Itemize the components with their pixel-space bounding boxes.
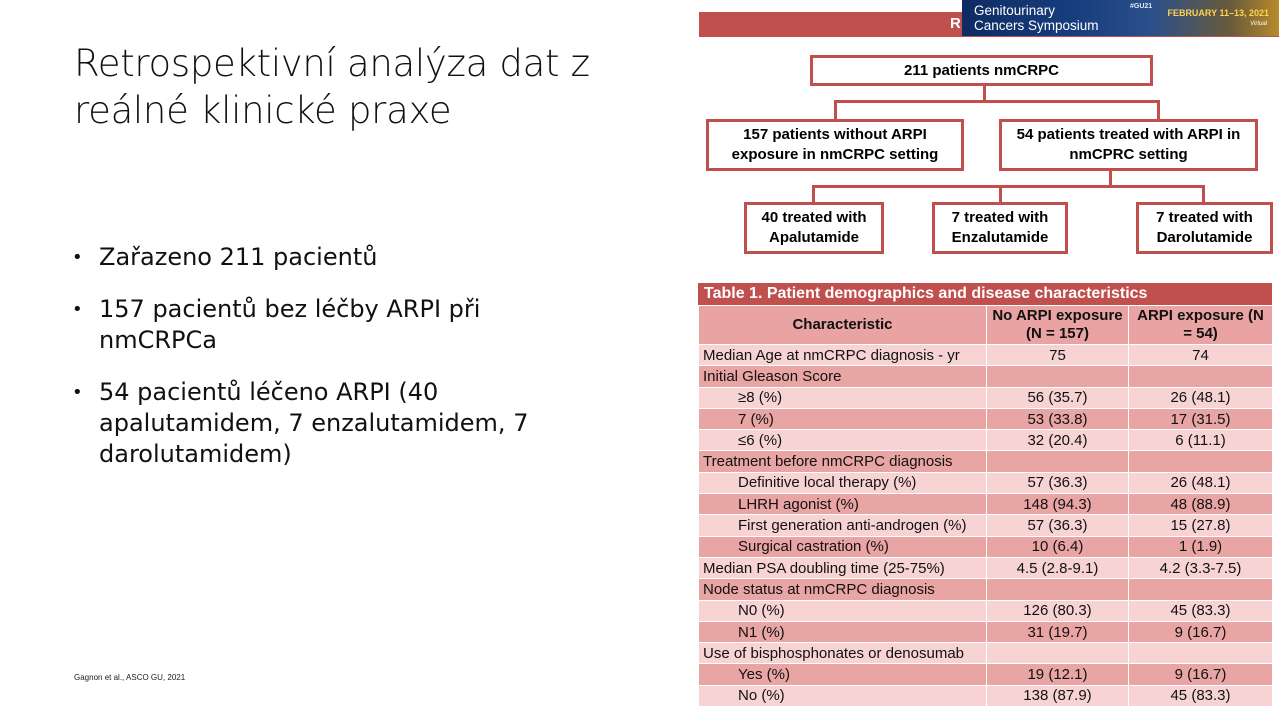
row-label-cell: Initial Gleason Score <box>699 366 987 387</box>
no-arpi-cell <box>987 451 1129 472</box>
logo-title <box>974 3 1099 33</box>
row-label-cell: Surgical castration (%) <box>699 536 987 557</box>
connector-line <box>812 185 1205 188</box>
column-header: No ARPI exposure (N = 157) <box>987 306 1129 345</box>
no-arpi-cell: 53 (33.8) <box>987 408 1129 429</box>
row-label-cell: N1 (%) <box>699 621 987 642</box>
row-label-cell: Median Age at nmCRPC diagnosis - yr <box>699 345 987 366</box>
arpi-cell: 4.2 (3.3-7.5) <box>1129 557 1273 578</box>
row-label-cell: N0 (%) <box>699 600 987 621</box>
bullet-dot-icon: • <box>72 247 83 268</box>
table-row <box>699 408 1273 429</box>
no-arpi-cell: 148 (94.3) <box>987 494 1129 515</box>
table-row <box>699 621 1273 642</box>
no-arpi-cell: 57 (36.3) <box>987 472 1129 493</box>
arpi-cell: 74 <box>1129 345 1273 366</box>
table-row <box>699 451 1273 472</box>
table-row <box>699 643 1273 664</box>
table-row <box>699 600 1273 621</box>
table-row <box>699 430 1273 451</box>
connector-line <box>1202 185 1205 203</box>
no-arpi-cell <box>987 579 1129 600</box>
bullet-item <box>72 377 542 470</box>
arpi-cell: 48 (88.9) <box>1129 494 1273 515</box>
row-label-cell: Use of bisphosphonates or denosumab <box>699 643 987 664</box>
slide-title <box>74 40 674 134</box>
connector-line <box>1157 100 1160 120</box>
flow-box-enzalutamide: 7 treated with Enzalutamide <box>932 202 1068 254</box>
row-label-cell: First generation anti-androgen (%) <box>699 515 987 536</box>
slide-title-line-1: Retrospektivní analýza dat z <box>74 42 590 85</box>
symposium-logo <box>962 0 1279 36</box>
row-label-cell: 7 (%) <box>699 408 987 429</box>
bullet-dot-icon: • <box>72 299 83 320</box>
bullet-list <box>72 242 542 491</box>
flow-box-root: 211 patients nmCRPC <box>810 55 1153 86</box>
arpi-cell <box>1129 643 1273 664</box>
row-label-cell: ≤6 (%) <box>699 430 987 451</box>
no-arpi-cell <box>987 643 1129 664</box>
table-row <box>699 664 1273 685</box>
no-arpi-cell: 138 (87.9) <box>987 685 1129 706</box>
column-header: Characteristic <box>699 306 987 345</box>
row-label-cell: ≥8 (%) <box>699 387 987 408</box>
header-banner-text: R <box>950 15 961 32</box>
logo-dates: FEBRUARY 11–13, 2021 <box>1167 8 1269 18</box>
demographics-table <box>698 283 1272 707</box>
table <box>698 305 1273 707</box>
no-arpi-cell: 19 (12.1) <box>987 664 1129 685</box>
bullet-text: 157 pacientů bez léčby ARPI při nmCRPCa <box>99 295 481 354</box>
flow-box-arpi: 54 patients treated with ARPI in nmCPRC setting <box>999 119 1258 171</box>
table-caption: Table 1. Patient demographics and disease characteristics <box>698 283 1272 305</box>
table-row <box>699 536 1273 557</box>
no-arpi-cell: 10 (6.4) <box>987 536 1129 557</box>
no-arpi-cell: 126 (80.3) <box>987 600 1129 621</box>
logo-title-line-1: Genitourinary <box>974 3 1056 18</box>
row-label-cell: No (%) <box>699 685 987 706</box>
bullet-dot-icon: • <box>72 382 83 403</box>
no-arpi-cell: 4.5 (2.8-9.1) <box>987 557 1129 578</box>
row-label-cell: Definitive local therapy (%) <box>699 472 987 493</box>
bullet-text: 54 pacientů léčeno ARPI (40 apalutamidem, 7 enzalutamidem, 7 darolutamidem) <box>99 378 529 468</box>
table-row <box>699 387 1273 408</box>
arpi-cell: 26 (48.1) <box>1129 472 1273 493</box>
table-row <box>699 515 1273 536</box>
no-arpi-cell: 75 <box>987 345 1129 366</box>
bullet-item <box>72 242 542 273</box>
table-row <box>699 494 1273 515</box>
no-arpi-cell: 57 (36.3) <box>987 515 1129 536</box>
no-arpi-cell <box>987 366 1129 387</box>
no-arpi-cell: 56 (35.7) <box>987 387 1129 408</box>
table-row <box>699 366 1273 387</box>
table-body <box>699 345 1273 707</box>
bullet-text: Zařazeno 211 pacientů <box>99 243 378 271</box>
flow-box-no-arpi: 157 patients without ARPI exposure in nmCRPC setting <box>706 119 964 171</box>
arpi-cell: 9 (16.7) <box>1129 664 1273 685</box>
flow-box-apalutamide: 40 treated with Apalutamide <box>744 202 884 254</box>
logo-virtual: Virtual <box>1250 21 1267 27</box>
connector-line <box>1109 169 1112 187</box>
no-arpi-cell: 32 (20.4) <box>987 430 1129 451</box>
connector-line <box>999 185 1002 203</box>
table-row <box>699 472 1273 493</box>
slide-title-line-2: reálné klinické praxe <box>74 89 452 132</box>
row-label-cell: LHRH agonist (%) <box>699 494 987 515</box>
flow-box-darolutamide: 7 treated with Darolutamide <box>1136 202 1273 254</box>
table-header-row <box>699 306 1273 345</box>
citation: Gagnon et al., ASCO GU, 2021 <box>74 673 186 682</box>
logo-hashtag: #GU21 <box>1130 3 1153 10</box>
arpi-cell: 45 (83.3) <box>1129 600 1273 621</box>
connector-line <box>834 100 1159 103</box>
table-row <box>699 557 1273 578</box>
connector-line <box>834 100 837 120</box>
row-label-cell: Node status at nmCRPC diagnosis <box>699 579 987 600</box>
table-row <box>699 685 1273 706</box>
arpi-cell: 1 (1.9) <box>1129 536 1273 557</box>
column-header: ARPI exposure (N = 54) <box>1129 306 1273 345</box>
arpi-cell: 26 (48.1) <box>1129 387 1273 408</box>
no-arpi-cell: 31 (19.7) <box>987 621 1129 642</box>
arpi-cell: 45 (83.3) <box>1129 685 1273 706</box>
row-label-cell: Treatment before nmCRPC diagnosis <box>699 451 987 472</box>
logo-title-line-2: Cancers Symposium <box>974 18 1099 33</box>
connector-line <box>812 185 815 203</box>
arpi-cell: 9 (16.7) <box>1129 621 1273 642</box>
arpi-cell: 15 (27.8) <box>1129 515 1273 536</box>
arpi-cell <box>1129 366 1273 387</box>
row-label-cell: Median PSA doubling time (25-75%) <box>699 557 987 578</box>
table-row <box>699 579 1273 600</box>
arpi-cell: 6 (11.1) <box>1129 430 1273 451</box>
arpi-cell <box>1129 579 1273 600</box>
row-label-cell: Yes (%) <box>699 664 987 685</box>
arpi-cell <box>1129 451 1273 472</box>
arpi-cell: 17 (31.5) <box>1129 408 1273 429</box>
bullet-item <box>72 294 542 356</box>
table-row <box>699 345 1273 366</box>
